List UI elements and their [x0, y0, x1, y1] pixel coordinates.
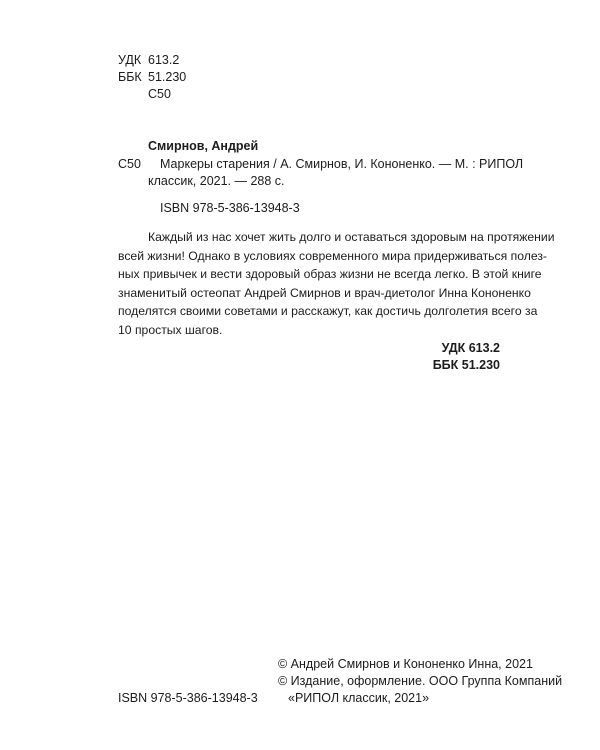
udk-label: УДК — [118, 53, 142, 67]
entry-title-line1: Маркеры старения / А. Смирнов, И. Кононенко. — М. : РИПОЛ — [160, 157, 524, 171]
bbk-label: ББК — [118, 70, 142, 84]
annotation-line: Каждый из нас хочет жить долго и оставаться здоровым на протяжении — [148, 230, 555, 244]
bbk-right: ББК 51.230 — [432, 358, 500, 372]
annotation — [118, 228, 555, 339]
bbk-value: 51.230 — [148, 70, 187, 84]
copyright-authors: © Андрей Смирнов и Кононенко Инна, 2021 — [278, 657, 533, 671]
udk-value: 613.2 — [148, 53, 180, 67]
annotation-line: ных привычек и вести здоровый образ жизни не всегда легко. В этой книге — [118, 267, 542, 281]
author-code-top: С50 — [148, 87, 171, 101]
copyright-publisher-line2: «РИПОЛ классик, 2021» — [288, 691, 430, 705]
bbk-top — [118, 69, 186, 86]
entry-title-line2: классик, 2021. — 288 с. — [148, 174, 285, 188]
entry-code: С50 — [118, 157, 141, 171]
annotation-line: поделятся своими советами и расскажут, как достичь долголетия всего за — [118, 304, 538, 318]
udk-right: УДК 613.2 — [441, 341, 500, 355]
udk-top — [118, 52, 179, 69]
footer-isbn: ISBN 978-5-386-13948-3 — [118, 691, 258, 705]
copyright-publisher-line1: © Издание, оформление. ООО Группа Компаний — [278, 674, 563, 688]
annotation-line: всей жизни! Однако в условиях современного мира придерживаться полез- — [118, 248, 547, 263]
annotation-line: 10 простых шагов. — [118, 322, 223, 337]
author-heading: Смирнов, Андрей — [148, 139, 259, 153]
annotation-line: знаменитый остеопат Андрей Смирнов и врач-диетолог Инна Кононенко — [118, 285, 531, 300]
entry-isbn: ISBN 978-5-386-13948-3 — [160, 201, 300, 215]
